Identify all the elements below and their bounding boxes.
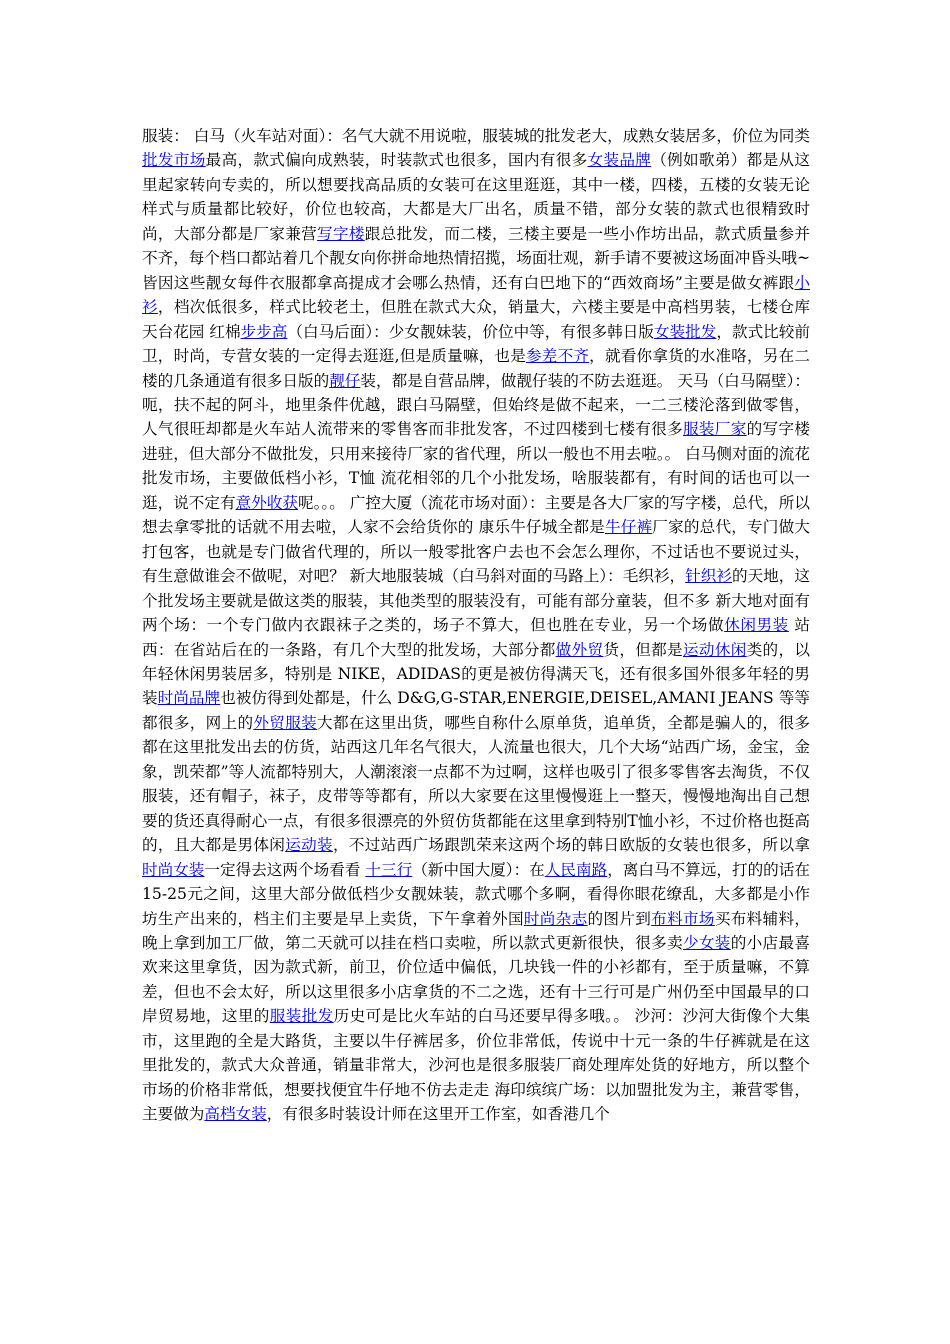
- body-text-run: 呢。。。 广控大厦（流花市场对面）：主要是各大厂家的写字楼，总代，所以想去拿零批的话就不用去啦，人家不会给货你的 康乐牛仔城全都是: [142, 493, 810, 537]
- body-text-run: 厂家的总代，专门做大打包客，也就是专门做省代理的，所以一般零批客户去也不会怎么理你，不过话也不要说过头，有生意做谁会不做呢，对吧？ 新大地服装城（白马斜对面的马路上）：毛织衫，: [142, 518, 810, 586]
- body-text-run: 的写字楼进驻，但大部分不做批发，只用来接待厂家的省代理，所以一般也不用去啦。。 白马侧对面的流花批发市场，主要做低档小衫，T恤 流花相邻的几个小批发场，啥服装都有，有时间的话也可以一逛，说不定有: [142, 420, 810, 512]
- body-text-run: 也被仿得到处都是，什么 D&G,G-STAR,ENERGIE,DEISEL,AMANI JEANS 等等都很多，网上的: [142, 689, 810, 732]
- hyperlink[interactable]: 运动休闲: [682, 640, 747, 659]
- body-text-run: 最高，款式偏向成熟装，时装款式也很多，国内有很多: [205, 151, 588, 170]
- hyperlink[interactable]: 少女装: [682, 933, 731, 952]
- document-body-text: [142, 124, 810, 1127]
- body-text-run: 服装： 白马（火车站对面）：名气大就不用说啦，服装城的批发老大，成熟女装居多，价位为同类: [142, 127, 810, 145]
- hyperlink[interactable]: 步步高: [240, 322, 288, 341]
- body-text-run: 大都在这里出货，哪些自称什么原单货，追单货，全都是骗人的，很多都在这里批发出去的仿货，站西这几年名气很大，人流量也很大，几个大场“站西广场，金宝，金象，凯荣都”等人流都特别大，人潮滚滚一点都不为过啊，这样也吸引了很多零售客去淘货，不仅服装，还有帽子，袜子，皮带等等都有，所以大家要在这里慢慢逛上一整天，慢慢地淘出自己想要的货还真得耐心一点，有很多很漂亮的外贸仿货都能在这里拿到特别T恤小衫，不过价格也挺高的，且大都是男体闲: [142, 713, 810, 855]
- body-text-run: 历史可是比火车站的白马还要早得多哦。。 沙河：沙河大街像个大集市，这里跑的全是大路货，主要以牛仔裤居多，价位非常低，传说中十元一条的牛仔裤就是在这里批发的，款式大众普通，销量非常大，沙河也是很多服装厂商处理库处货的好地方，所以整个市场的价格非常低，想要找便宜牛仔地不仿去走走 海印缤缤广场：以加盟批发为主，兼营零售，主要做为: [142, 1007, 810, 1124]
- hyperlink[interactable]: 高档女装: [204, 1105, 267, 1124]
- hyperlink[interactable]: 休闲男装: [724, 616, 789, 635]
- hyperlink[interactable]: 批发市场: [142, 151, 206, 170]
- body-text-run: ，有很多时装设计师在这里开工作室，如香港几个: [266, 1105, 610, 1124]
- body-text-run: ，档次低很多，样式比较老土，但胜在款式大众，销量大，六楼主要是中高档男装，七楼仓库天台花园 红棉: [142, 298, 810, 341]
- hyperlink[interactable]: 服装批发: [269, 1007, 334, 1026]
- hyperlink[interactable]: 布料市场: [651, 909, 715, 928]
- hyperlink[interactable]: 靓仔: [329, 371, 361, 390]
- body-text-run: 货，但都是: [603, 640, 683, 659]
- hyperlink[interactable]: 时尚女装: [142, 860, 205, 879]
- body-text-run: （例如歌弟）都是从这里起家转向专卖的，所以想要找高品质的女装可在这里逛逛，其中一楼，四楼，五楼的女装无论样式与质量都比较好，价位也较高，大都是大厂出名，质量不错，部分女装的款式也很精致时尚，大部分都是厂家兼营: [142, 151, 810, 243]
- hyperlink[interactable]: 参差不齐: [526, 347, 590, 366]
- hyperlink[interactable]: 做外贸: [555, 640, 604, 659]
- body-text-run: ，就看你拿货的水准咯，另在二楼的几条通道有很多日版的: [142, 347, 810, 390]
- body-text-run: ，离白马不算远，打的的话在 15-25元之间，这里大部分做低档少女靓妹装，款式哪个多啊，看得你眼花缭乱，大多都是小作坊生产出来的，档主们主要是早上卖货，下午拿着外国: [142, 860, 810, 928]
- body-text-run: 买布料辅料，晚上拿到加工厂做，第二天就可以挂在档口卖啦，所以款式更新很快，很多卖: [142, 909, 810, 952]
- hyperlink[interactable]: 意外收获: [235, 493, 299, 512]
- body-text-run: （白马后面）：少女靓妹装，价位中等，有很多韩日版: [287, 322, 654, 341]
- hyperlink[interactable]: 女装品牌: [587, 151, 652, 170]
- body-text-run: （新中国大厦）：在: [412, 860, 545, 879]
- body-text-run: 的图片到: [587, 909, 652, 928]
- body-text-run: 跟总批发，而二楼，三楼主要是一些小作坊出品，款式质量参并不齐，每个档口都站着几个靓女向你拼命地热情招揽，场面壮观，新手请不要被这场面冲昏头哦~皆因这些靓女每件衣服都拿高提成才会哪么热情，还有白巴地下的“西效商场”主要是做女裤跟: [142, 224, 811, 292]
- body-text-run: ，款式比较前卫，时尚，专营女装的一定得去逛逛,但是质量嘛，也是: [142, 322, 810, 366]
- hyperlink[interactable]: 服装厂家: [682, 420, 747, 439]
- body-text-run: 装，都是自营品牌，做靓仔装的不防去逛逛。 天马（白马隔壁）：呃，扶不起的阿斗，地里条件优越，跟白马隔壁，但始终是做不起来，一二三楼沦落到做零售，人气很旺却都是火车站人流带来的零售客而非批发客，不过四楼到七楼有很多: [142, 371, 810, 439]
- hyperlink[interactable]: 运动装: [285, 836, 333, 855]
- body-text-run: ，不过站西广场跟凯荣来这两个场的韩日欧版的女装也很多，所以拿: [332, 836, 810, 855]
- hyperlink[interactable]: 时尚杂志: [523, 909, 588, 928]
- hyperlink[interactable]: 写字楼: [317, 224, 365, 243]
- hyperlink[interactable]: 牛仔裤: [604, 518, 653, 537]
- body-text-run: 的小店最喜欢来这里拿货，因为款式新，前卫，价位适中偏低，几块钱一件的小衫都有，至于质量嘛，不算差，但也不会太好，所以这里很多小店拿货的不二之选，还有十三行可是广州仍至中国最早的口岸贸易地，这里的: [142, 933, 810, 1026]
- hyperlink[interactable]: 针织衫: [685, 567, 732, 586]
- hyperlink[interactable]: 人民南路: [544, 860, 608, 879]
- body-text-run: 一定得去这两个场看看: [204, 860, 366, 879]
- body-text-run: 类的，以年轻休闲男装居多，特别是 NIKE，ADIDAS的更是被仿得满天飞，还有很多国外很多年轻的男装: [142, 640, 810, 708]
- body-text-run: 站西：在省站后在的一条路，有几个大型的批发场，大部分都: [142, 616, 810, 659]
- body-text-run: 的天地，这个批发场主要就是做这类的服装，其他类型的服装没有，可能有部分童装，但不多 新大地对面有两个场：一个专门做内衣跟袜子之类的，场子不算大，但也胜在专业，另一个场做: [142, 567, 810, 635]
- hyperlink[interactable]: 十三行: [365, 860, 413, 879]
- hyperlink[interactable]: 女装批发: [653, 322, 717, 341]
- hyperlink[interactable]: 小衫: [142, 273, 810, 317]
- hyperlink[interactable]: 时尚品牌: [157, 689, 221, 708]
- hyperlink[interactable]: 外贸服装: [253, 713, 318, 732]
